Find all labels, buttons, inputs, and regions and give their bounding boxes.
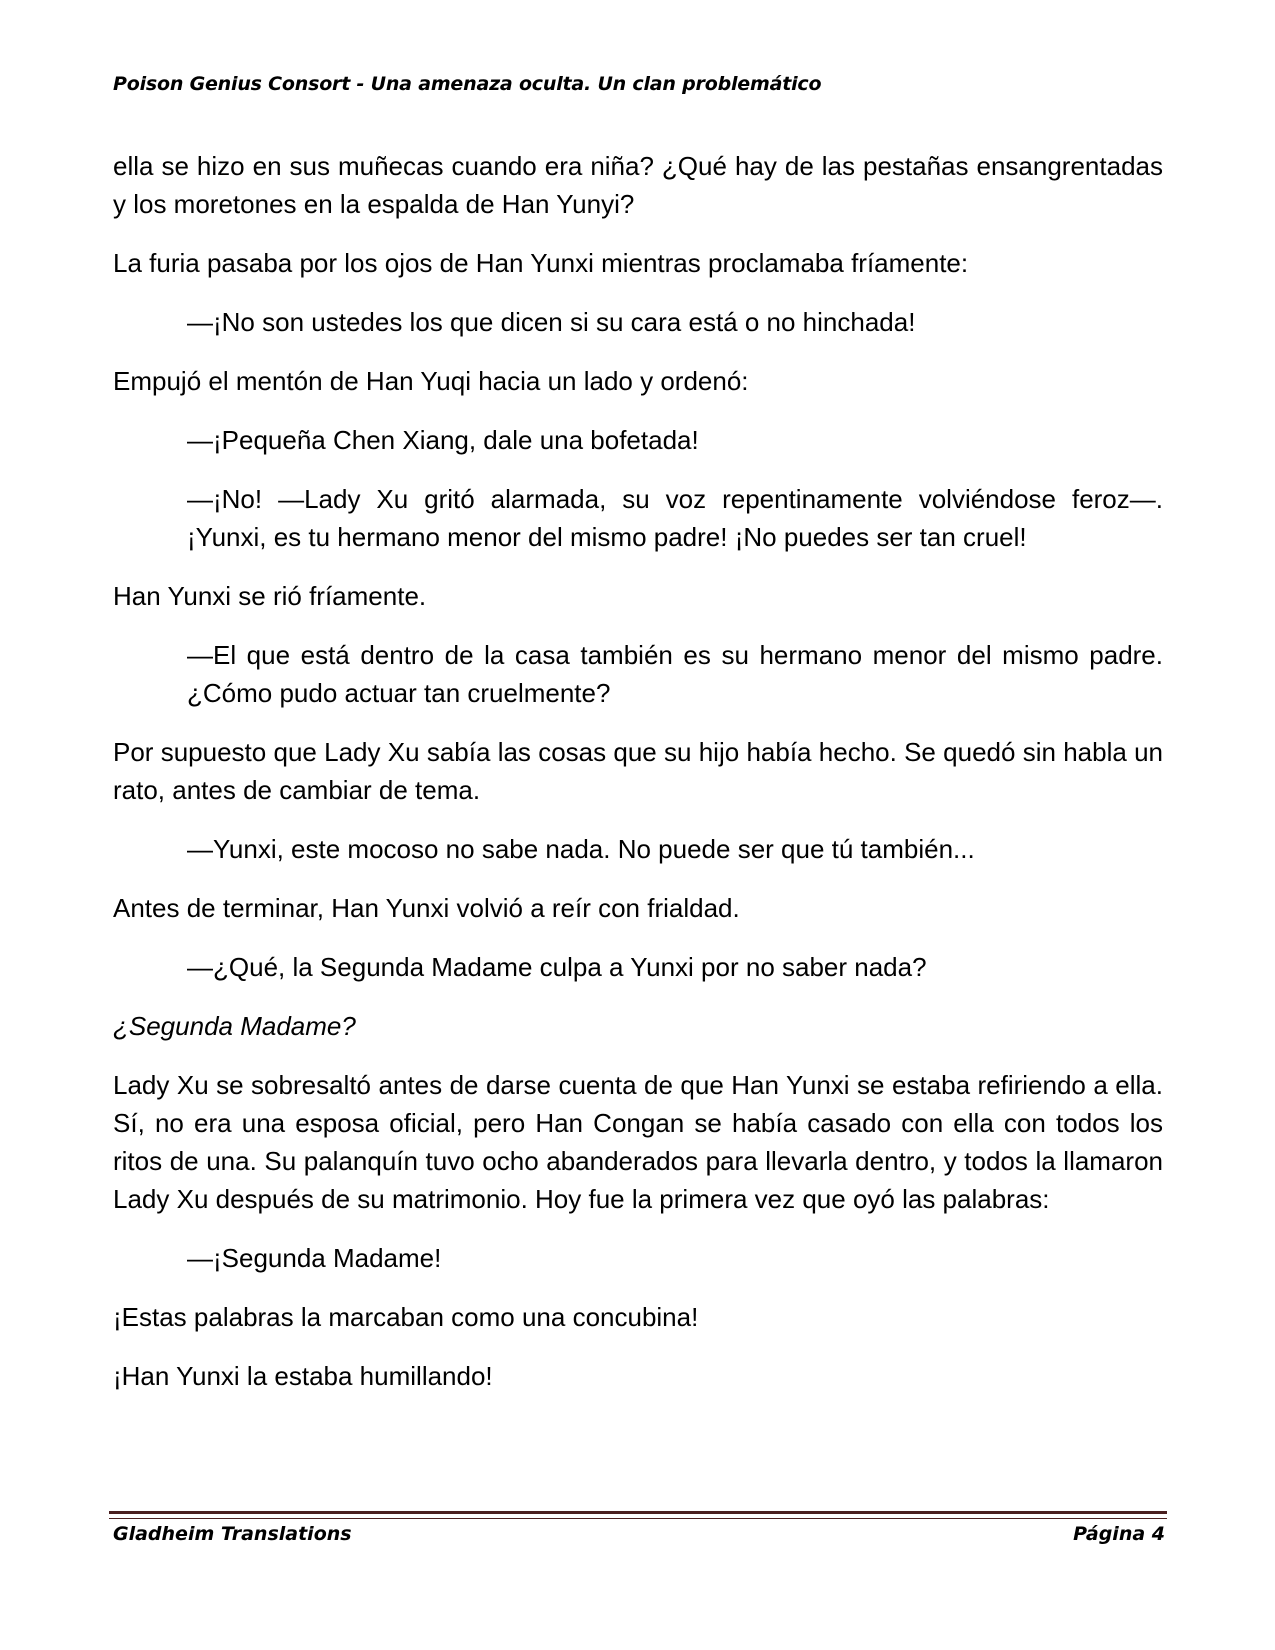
paragraph: Por supuesto que Lady Xu sabía las cosas que su hijo había hecho. Se quedó sin habla un rato, antes de cambiar de tema. bbox=[113, 737, 1163, 805]
italic-thought: ¿Segunda Madame? bbox=[113, 1011, 356, 1041]
dialogue-line: —El que está dentro de la casa también es su hermano menor del mismo padre. ¿Cómo pudo actuar tan cruelmente? bbox=[187, 640, 1163, 708]
footer-credit: Gladheim Translations bbox=[113, 1523, 352, 1545]
page-header: Poison Genius Consort - Una amenaza oculta. Un clan problemático bbox=[113, 73, 822, 95]
paragraph: Lady Xu se sobresaltó antes de darse cuenta de que Han Yunxi se estaba refiriendo a ella. Sí, no era una esposa oficial, pero Han Congan se había casado con ella con todos los ritos de una. Su palanquín tuvo ocho abanderados para llevarla dentro, y todos la llamaron Lady Xu después de su matrimonio. Hoy fue la primera vez que oyó las palabras: bbox=[113, 1070, 1163, 1214]
dialogue-line: —¡No! —Lady Xu gritó alarmada, su voz repentinamente volviéndose feroz—. ¡Yunxi, es tu hermano menor del mismo padre! ¡No puedes ser tan cruel! bbox=[187, 484, 1163, 552]
page-body bbox=[113, 147, 1163, 1416]
page-number: Página 4 bbox=[1073, 1523, 1165, 1545]
paragraph: Antes de terminar, Han Yunxi volvió a reír con frialdad. bbox=[113, 893, 740, 923]
footer-divider bbox=[109, 1511, 1167, 1514]
paragraph: La furia pasaba por los ojos de Han Yunxi mientras proclamaba fríamente: bbox=[113, 248, 969, 278]
dialogue-line: —¿Qué, la Segunda Madame culpa a Yunxi por no saber nada? bbox=[187, 952, 927, 982]
paragraph: Han Yunxi se rió fríamente. bbox=[113, 581, 427, 611]
paragraph: ella se hizo en sus muñecas cuando era niña? ¿Qué hay de las pestañas ensangrentadas y los moretones en la espalda de Han Yunyi? bbox=[113, 151, 1163, 219]
dialogue-line: —Yunxi, este mocoso no sabe nada. No puede ser que tú también... bbox=[187, 834, 975, 864]
paragraph: Empujó el mentón de Han Yuqi hacia un lado y ordenó: bbox=[113, 366, 749, 396]
paragraph: ¡Han Yunxi la estaba humillando! bbox=[113, 1361, 493, 1391]
footer-divider-thin bbox=[109, 1518, 1167, 1519]
dialogue-line: —¡Pequeña Chen Xiang, dale una bofetada! bbox=[187, 425, 699, 455]
dialogue-line: —¡No son ustedes los que dicen si su cara está o no hinchada! bbox=[187, 307, 916, 337]
paragraph: ¡Estas palabras la marcaban como una concubina! bbox=[113, 1302, 699, 1332]
dialogue-line: —¡Segunda Madame! bbox=[187, 1243, 442, 1273]
